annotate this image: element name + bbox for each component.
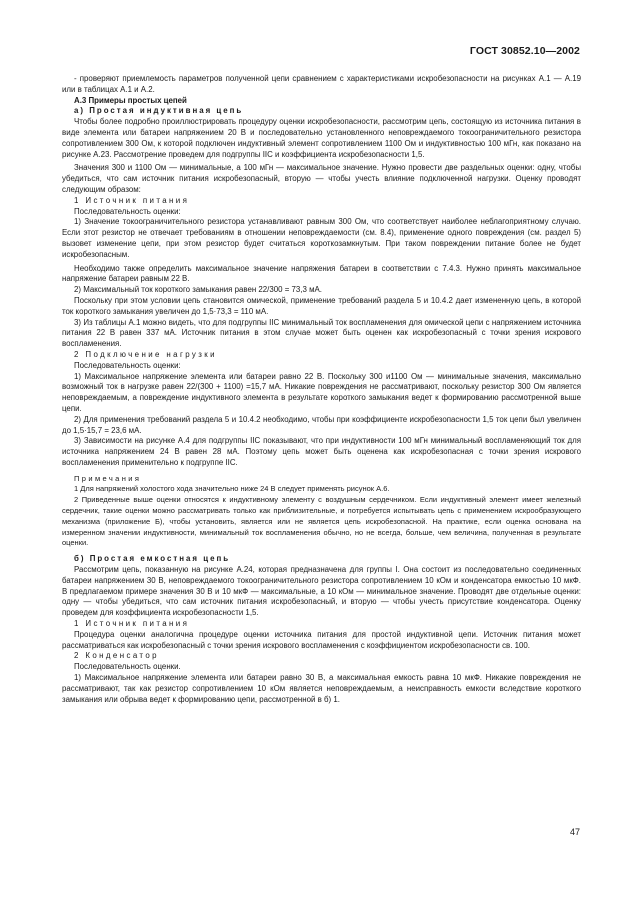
standard-header: ГОСТ 30852.10—2002 (469, 45, 580, 57)
paragraph: Чтобы более подробно проиллюстрировать процедуру оценки искробезопасности, рассмотрим цепь, состоящую из источника питания в виде элемента или батареи напряжением 20 В и последовательно установленного неповреждаемого токоограничительного резистора сопротивлением 300 Ом, к которой подключен индуктивный элемент сопротивлением 1100 Ом и индуктивностью 100 мГн, как показано на рисунке А.23. Рассмотрение проведем для подгруппы IIС и коэффициента искробезопасности 1,5. (62, 117, 581, 159)
paragraph: 1) Значение токоограничительного резистора устанавливают равным 300 Ом, что соответствует наиболее неблагоприятному случаю. Если этот резистор не отвечает требованиям в отношении неповреждаемости (см. 8.4), применение одного повреждения (см. раздел 5) вызовет изменение цепи, при этом резистор будет считаться короткозамкнутым. При таком повреждении питание более не будет искробезопасным. (62, 217, 581, 259)
paragraph: 1) Максимальное напряжение элемента или батареи равно 22 В. Поскольку 300 и1100 Ом — минимальные значения, максимально возможный ток в нагрузке равен 22/(300 + 1100) =15,7 мА. Никакие повреждения не рассматривают, поскольку резистор 300 Ом является неповреждаемым, а повреждение индуктивного элемента в результате короткого замыкания ведет к формированию рассмотренной выше цепи. (62, 371, 581, 413)
note: 2 Приведенные выше оценки относятся к индуктивному элементу с воздушным сердечником. Если индуктивный элемент имеет железный сердечник, такие оценки можно рассматривать только как приблизительные, и потребуется испытывать цепь с применением искрообразующего механизма (приложение Б), чтобы установить, является или не является цепь искробезопасной. На практике, если оценка основана на измеренном значении индуктивности, минимальный ток воспламенения обычно, но не всегда, больше, чем величина, полученная в результате оценки. (62, 495, 581, 548)
paragraph: 2) Максимальный ток короткого замыкания равен 22/300 = 73,3 мА. (74, 285, 322, 295)
item-heading: 2 Конденсатор (74, 651, 159, 661)
notes-heading: Примечания (74, 473, 142, 483)
note: 1 Для напряжений холостого хода значительно ниже 24 В следует применять рисунок А.6. (74, 484, 390, 494)
paragraph: Значения 300 и 1100 Ом — минимальные, а 100 мГн — максимальное значение. Нужно провести две раздельных оценки: одну, чтобы убедиться, что сам источник питания искробезопасный, вторую — чтобы учесть влияние подключенной нагрузки. Оценку проводят следующим образом: (62, 163, 581, 194)
item-heading: 1 Источник питания (74, 619, 190, 629)
page-number: 47 (569, 827, 580, 837)
subsection-heading: а) Простая индуктивная цепь (74, 106, 244, 116)
item-heading: 2 Подключение нагрузки (74, 349, 217, 359)
paragraph: - проверяют приемлемость параметров полученной цепи сравнением с характеристиками искробезопасности на рисунках А.1 — А.19 или в таблицах А.1 и А.2. (62, 74, 581, 94)
subsection-heading: б) Простая емкостная цепь (74, 554, 231, 564)
paragraph: Необходимо также определить максимальное значение напряжения батареи в соответствии с 7.4.3. Нужно принять максимальное напряжение батареи равным 22 В. (62, 263, 581, 284)
section-heading: А.3 Примеры простых цепей (74, 95, 187, 105)
paragraph: 1) Максимальное напряжение элемента или батареи равно 30 В, а максимальная емкость равна 10 мкФ. Никакие повреждения не рассматривают, так как резистор сопротивлением 10 кОм является неповреждаемым, а неисправность емкости вследствие короткого замыкания или обрыва ведет к формированию цепи, рассмотренной в б) 1. (62, 673, 581, 704)
paragraph: 3) Из таблицы А.1 можно видеть, что для подгруппы IIС минимальный ток воспламенения для омической цепи с напряжением источника питания 22 В равен 337 мА. Источник питания в этом случае может быть оценен как искробезопасный с точки зрения искрового воспламенения. (62, 317, 581, 349)
document-body (62, 74, 581, 705)
paragraph: Последовательность оценки. (74, 662, 181, 672)
paragraph: Процедура оценки аналогична процедуре оценки источника питания для простой индуктивной цепи. Источник питания может рассматриваться как искробезопасный с точки зрения искрового воспламенения с коэффициентом искробезопасности св. 100. (62, 629, 581, 650)
paragraph: Рассмотрим цепь, показанную на рисунке А.24, которая предназначена для группы I. Она состоит из последовательно соединенных батареи напряжением 30 В, неповреждаемого токоограничительного резистора сопротивлением 10 кОм и конденсатора емкостью 10 мкФ. В предлагаемом примере значения 30 В и 10 мкФ — максимальные, а 10 кОм — минимальное значение. Проводят две отдельные оценки: одну — чтобы убедиться, что сам источник питания искробезопасный, и вторую — чтобы учесть присутствие конденсатора. Оценку проведем для коэффициента искробезопасности 1,5. (62, 565, 581, 618)
paragraph: Поскольку при этом условии цепь становится омической, применение требований раздела 5 и 10.4.2 дает измененную цепь, в которой ток короткого замыкания увеличен до 1,5·73,3 = 110 мА. (62, 295, 581, 316)
paragraph: Последовательность оценки: (74, 206, 181, 216)
paragraph: 2) Для применения требований раздела 5 и 10.4.2 необходимо, чтобы при коэффициенте искробезопасности 1,5 ток цепи был увеличен до 1,5·15,7 = 23,6 мА. (62, 414, 581, 435)
paragraph: Последовательность оценки: (74, 360, 181, 370)
paragraph: 3) Зависимости на рисунке А.4 для подгруппы IIС показывают, что при индуктивности 100 мГн минимальный воспламеняющий ток для источника напряжением 24 В равен 28 мА. Поэтому цепь может быть оценена как искробезопасная с точки зрения искрового воспламенения применительно к подгруппе IIС. (62, 436, 581, 467)
item-heading: 1 Источник питания (74, 195, 190, 205)
